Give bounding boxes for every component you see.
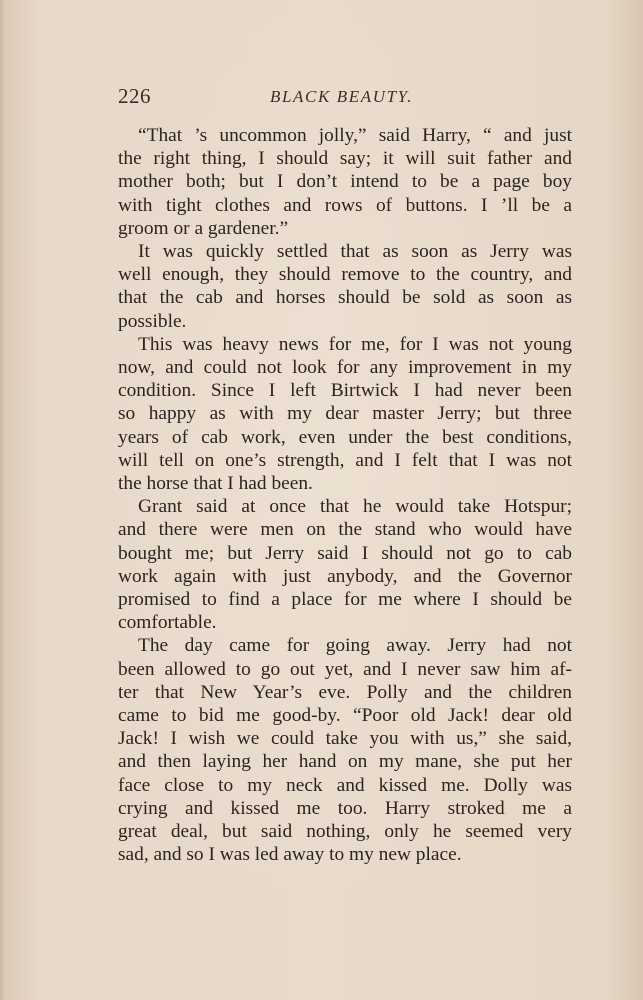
page-number: 226 (118, 84, 151, 108)
text-line: years of cab work, even under the best conditions, (118, 426, 572, 448)
text-line: It was quickly settled that as soon as Jerry was (138, 241, 572, 263)
text-line: that the cab and horses should be sold as soon as (118, 287, 572, 309)
text-line: bought me; but Jerry said I should not go to cab (118, 542, 572, 564)
text-line: The day came for going away. Jerry had not (138, 635, 572, 657)
text-line: the right thing, I should say; it will suit father and (118, 148, 572, 170)
text-line: comfortable. (118, 612, 217, 634)
text-line: and then laying her hand on my mane, she put her (118, 751, 572, 773)
text-line: great deal, but said nothing, only he seemed very (118, 821, 572, 843)
paragraph (118, 495, 572, 634)
text-line: so happy as with my dear master Jerry; but three (118, 403, 572, 425)
text-line: with tight clothes and rows of buttons. I ’ll be a (118, 194, 572, 216)
text-line: came to bid me good-by. “Poor old Jack! dear old (118, 705, 572, 727)
text-line: sad, and so I was led away to my new place. (118, 844, 462, 866)
paragraph (118, 634, 572, 866)
text-line: condition. Since I left Birtwick I had never been (118, 380, 572, 402)
text-line: well enough, they should remove to the country, and (118, 264, 572, 286)
text-line: will tell on one’s strength, and I felt that I was not (118, 449, 572, 471)
text-line: This was heavy news for me, for I was not young (138, 333, 572, 355)
text-line: possible. (118, 310, 187, 332)
text-line: been allowed to go out yet, and I never saw him af- (118, 658, 572, 680)
text-line: groom or a gardener.” (118, 217, 289, 239)
paragraph (118, 333, 572, 495)
running-head (118, 84, 573, 112)
book-title: BLACK BEAUTY. (270, 87, 413, 106)
text-line: and there were men on the stand who would have (118, 519, 572, 541)
text-line: the horse that I had been. (118, 473, 313, 495)
text-line: promised to find a place for me where I should be (118, 589, 572, 611)
text-line: work again with just anybody, and the Governor (118, 565, 572, 587)
body-text (118, 124, 572, 867)
text-line: “That ’s uncommon jolly,” said Harry, “ and just (138, 125, 572, 146)
text-line: mother both; but I don’t intend to be a page boy (118, 171, 572, 193)
text-line: ter that New Year’s eve. Polly and the children (118, 681, 572, 703)
paragraph (118, 124, 572, 240)
paragraph (118, 240, 572, 333)
text-line: now, and could not look for any improvement in my (118, 357, 572, 379)
text-line: Grant said at once that he would take Hotspur; (138, 496, 572, 518)
text-line: crying and kissed me too. Harry stroked me a (118, 797, 572, 819)
text-line: face close to my neck and kissed me. Dolly was (118, 774, 572, 796)
text-line: Jack! I wish we could take you with us,” she said, (118, 728, 572, 750)
